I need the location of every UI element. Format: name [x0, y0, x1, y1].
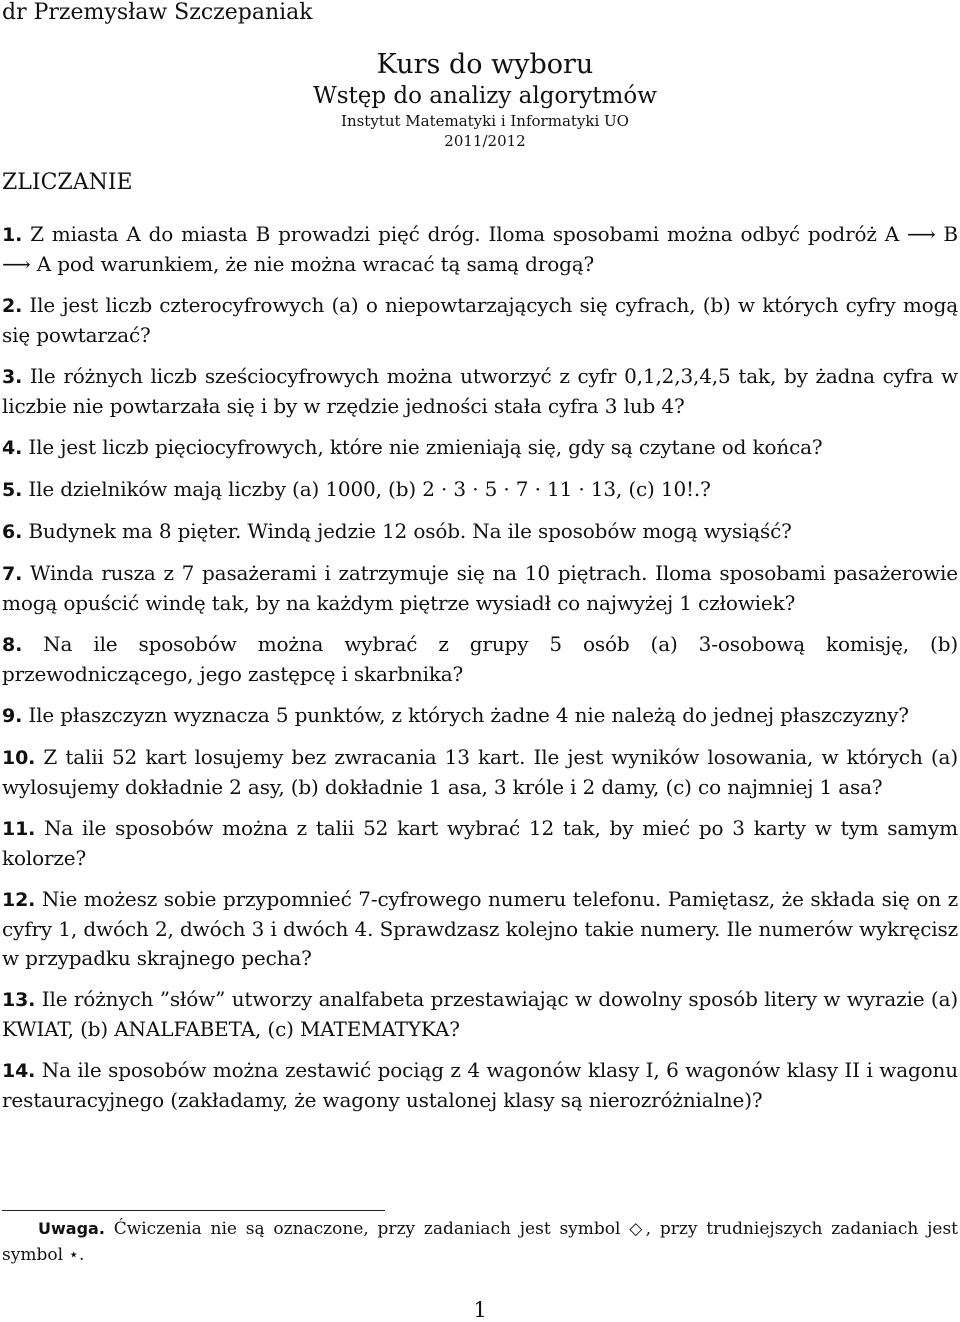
problem-text: Ile płaszczyzn wyznacza 5 punktów, z których żadne 4 nie należą do jednej płaszczyzny?: [28, 703, 909, 727]
problem-text: Na ile sposobów można wybrać z grupy 5 osób (a) 3-osobową komisję, (b) przewodniczącego, jego zastępcę i skarbnika?: [2, 632, 958, 686]
problem-text: Na ile sposobów można zestawić pociąg z 4 wagonów klasy I, 6 wagonów klasy II i wagonu restauracyjnego (zakładamy, że wagony ustalonej klasy są nierozróżnialne)?: [2, 1058, 958, 1112]
problem-list: [2, 220, 958, 1127]
footnote-label: Uwaga.: [38, 1219, 105, 1238]
problem-number: 6.: [2, 521, 23, 543]
problem-text: Nie możesz sobie przypomnieć 7-cyfrowego numeru telefonu. Pamiętasz, że składa się on z cyfry 1, dwóch 2, dwóch 3 i dwóch 4. Sprawdzasz kolejno takie numery. Ile numerów wykręcisz w przypadku skrajnego pecha?: [2, 887, 958, 970]
problem-text: Ile jest liczb pięciocyfrowych, które nie zmieniają się, gdy są czytane od końca?: [28, 435, 823, 459]
problem-number: 14.: [2, 1060, 36, 1082]
footnote-text: Ćwiczenia nie są oznaczone, przy zadaniach jest symbol ◇, przy trudniejszych zadaniach jest symbol ⋆.: [2, 1219, 958, 1265]
problem-3: [2, 362, 958, 421]
problem-number: 3.: [2, 366, 23, 388]
footnote-rule: [2, 1210, 385, 1211]
problem-11: [2, 814, 958, 873]
problem-8: [2, 630, 958, 689]
problem-number: 13.: [2, 989, 36, 1011]
footnote: [2, 1216, 958, 1268]
document-header: [240, 48, 730, 150]
problem-text: Winda rusza z 7 pasażerami i zatrzymuje się na 10 piętrach. Iloma sposobami pasażerowie mogą opuścić windę tak, by na każdym piętrze wysiadł co najwyżej 1 człowiek?: [2, 561, 958, 615]
problem-text: Z miasta A do miasta B prowadzi pięć dróg. Iloma sposobami można odbyć podróż A ⟶ B ⟶ A pod warunkiem, że nie można wracać tą samą drogą?: [2, 222, 958, 276]
problem-text: Ile różnych liczb sześciocyfrowych można utworzyć z cyfr 0,1,2,3,4,5 tak, by żadna cyfra w liczbie nie powtarzała się i by w rzędzie jedności stała cyfra 3 lub 4?: [2, 364, 958, 418]
problem-number: 8.: [2, 634, 23, 656]
problem-number: 1.: [2, 224, 23, 246]
academic-year: 2011/2012: [444, 132, 526, 150]
problem-number: 5.: [2, 479, 23, 501]
institute-name: Instytut Matematyki i Informatyki UO: [341, 112, 629, 130]
course-title: Kurs do wyboru: [376, 49, 594, 80]
problem-5: [2, 475, 958, 505]
problem-number: 9.: [2, 705, 23, 727]
problem-number: 7.: [2, 563, 23, 585]
problem-number: 4.: [2, 437, 23, 459]
problem-number: 12.: [2, 889, 36, 911]
section-title: ZLICZANIE: [2, 170, 133, 195]
author-name: dr Przemysław Szczepaniak: [2, 0, 313, 25]
problem-14: [2, 1056, 958, 1115]
problem-number: 10.: [2, 747, 36, 769]
problem-number: 11.: [2, 818, 36, 840]
course-subtitle: Wstęp do analizy algorytmów: [313, 83, 657, 109]
problem-2: [2, 291, 958, 350]
problem-text: Budynek ma 8 pięter. Windą jedzie 12 osób. Na ile sposobów mogą wysiąść?: [28, 519, 792, 543]
problem-10: [2, 743, 958, 802]
problem-6: [2, 517, 958, 547]
problem-text: Ile jest liczb czterocyfrowych (a) o niepowtarzających się cyfrach, (b) w których cyfry mogą się powtarzać?: [2, 293, 958, 347]
problem-text: Z talii 52 kart losujemy bez zwracania 13 kart. Ile jest wyników losowania, w których (a) wylosujemy dokładnie 2 asy, (b) dokładnie 1 asa, 3 króle i 2 damy, (c) co najmniej 1 asa?: [2, 745, 958, 799]
problem-7: [2, 559, 958, 618]
problem-1: [2, 220, 958, 279]
problem-9: [2, 701, 958, 731]
page-number: 1: [473, 1298, 487, 1322]
problem-text: Ile różnych ”słów” utworzy analfabeta przestawiając w dowolny sposób litery w wyrazie (a) KWIAT, (b) ANALFABETA, (c) MATEMATYKA?: [2, 987, 958, 1041]
problem-4: [2, 433, 958, 463]
problem-text: Ile dzielników mają liczby (a) 1000, (b) 2 · 3 · 5 · 7 · 11 · 13, (c) 10!.?: [28, 477, 711, 501]
problem-number: 2.: [2, 295, 23, 317]
problem-13: [2, 985, 958, 1044]
problem-12: [2, 885, 958, 973]
problem-text: Na ile sposobów można z talii 52 kart wybrać 12 tak, by mieć po 3 karty w tym samym kolorze?: [2, 816, 958, 870]
